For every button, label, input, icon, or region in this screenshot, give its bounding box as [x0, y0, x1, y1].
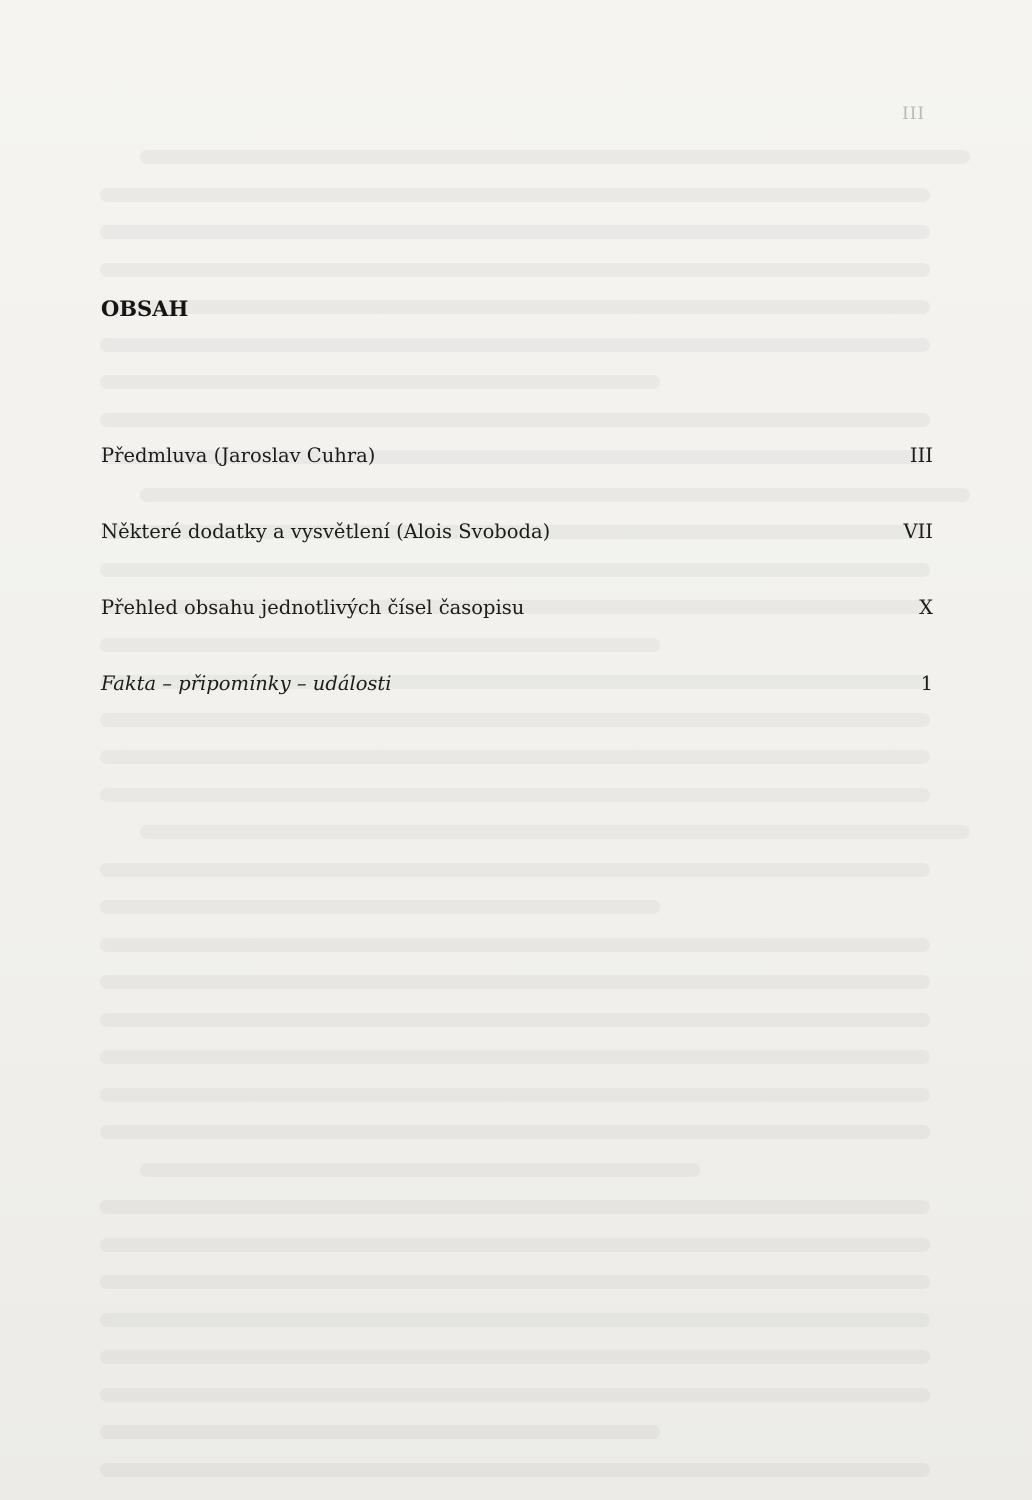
bleed-through-line: [100, 713, 930, 727]
contents-heading: OBSAH: [101, 296, 189, 321]
bleed-through-line: [100, 900, 660, 914]
bleed-through-line: [100, 1050, 930, 1064]
reverse-side-bleed-through: [100, 0, 940, 1500]
bleed-through-line: [100, 188, 930, 202]
bleed-through-line: [100, 413, 930, 427]
bleed-through-line: [100, 938, 930, 952]
bleed-through-line: [100, 1238, 930, 1252]
bleed-through-line: [100, 975, 930, 989]
bleed-through-line: [100, 263, 930, 277]
toc-entry-title: Přehled obsahu jednotlivých čísel časopisu: [101, 596, 525, 619]
bleed-through-line: [140, 488, 970, 502]
bleed-through-line: [100, 1200, 930, 1214]
bleed-through-line: [100, 1275, 930, 1289]
page-folio: III: [902, 104, 926, 124]
toc-entry-page: X: [919, 596, 933, 619]
bleed-through-line: [100, 788, 930, 802]
toc-entry-page: 1: [920, 672, 933, 695]
bleed-through-line: [100, 863, 930, 877]
bleed-through-line: [100, 563, 930, 577]
toc-entry[interactable]: [101, 596, 933, 632]
toc-entry-page: VII: [903, 520, 933, 543]
bleed-through-line: [100, 1463, 930, 1477]
bleed-through-line: [100, 300, 930, 314]
bleed-through-line: [100, 338, 930, 352]
bleed-through-line: [140, 1163, 700, 1177]
bleed-through-line: [100, 638, 660, 652]
bleed-through-line: [100, 750, 930, 764]
toc-entry-page: III: [909, 444, 933, 467]
bleed-through-line: [100, 1388, 930, 1402]
bleed-through-line: [100, 1013, 930, 1027]
bleed-through-line: [100, 1088, 930, 1102]
bleed-through-line: [100, 1125, 930, 1139]
toc-entry[interactable]: [101, 520, 933, 556]
bleed-through-line: [140, 150, 970, 164]
bleed-through-line: [100, 1313, 930, 1327]
toc-entry[interactable]: [101, 444, 933, 480]
bleed-through-line: [100, 375, 660, 389]
toc-entry-title: Některé dodatky a vysvětlení (Alois Svoboda): [101, 520, 551, 543]
toc-entry-title: Předmluva (Jaroslav Cuhra): [101, 444, 376, 467]
bleed-through-line: [140, 825, 970, 839]
toc-entry[interactable]: [101, 672, 933, 708]
toc-entry-title: Fakta – připomínky – události: [101, 672, 392, 695]
bleed-through-line: [100, 1350, 930, 1364]
bleed-through-line: [100, 1425, 660, 1439]
bleed-through-line: [100, 225, 930, 239]
